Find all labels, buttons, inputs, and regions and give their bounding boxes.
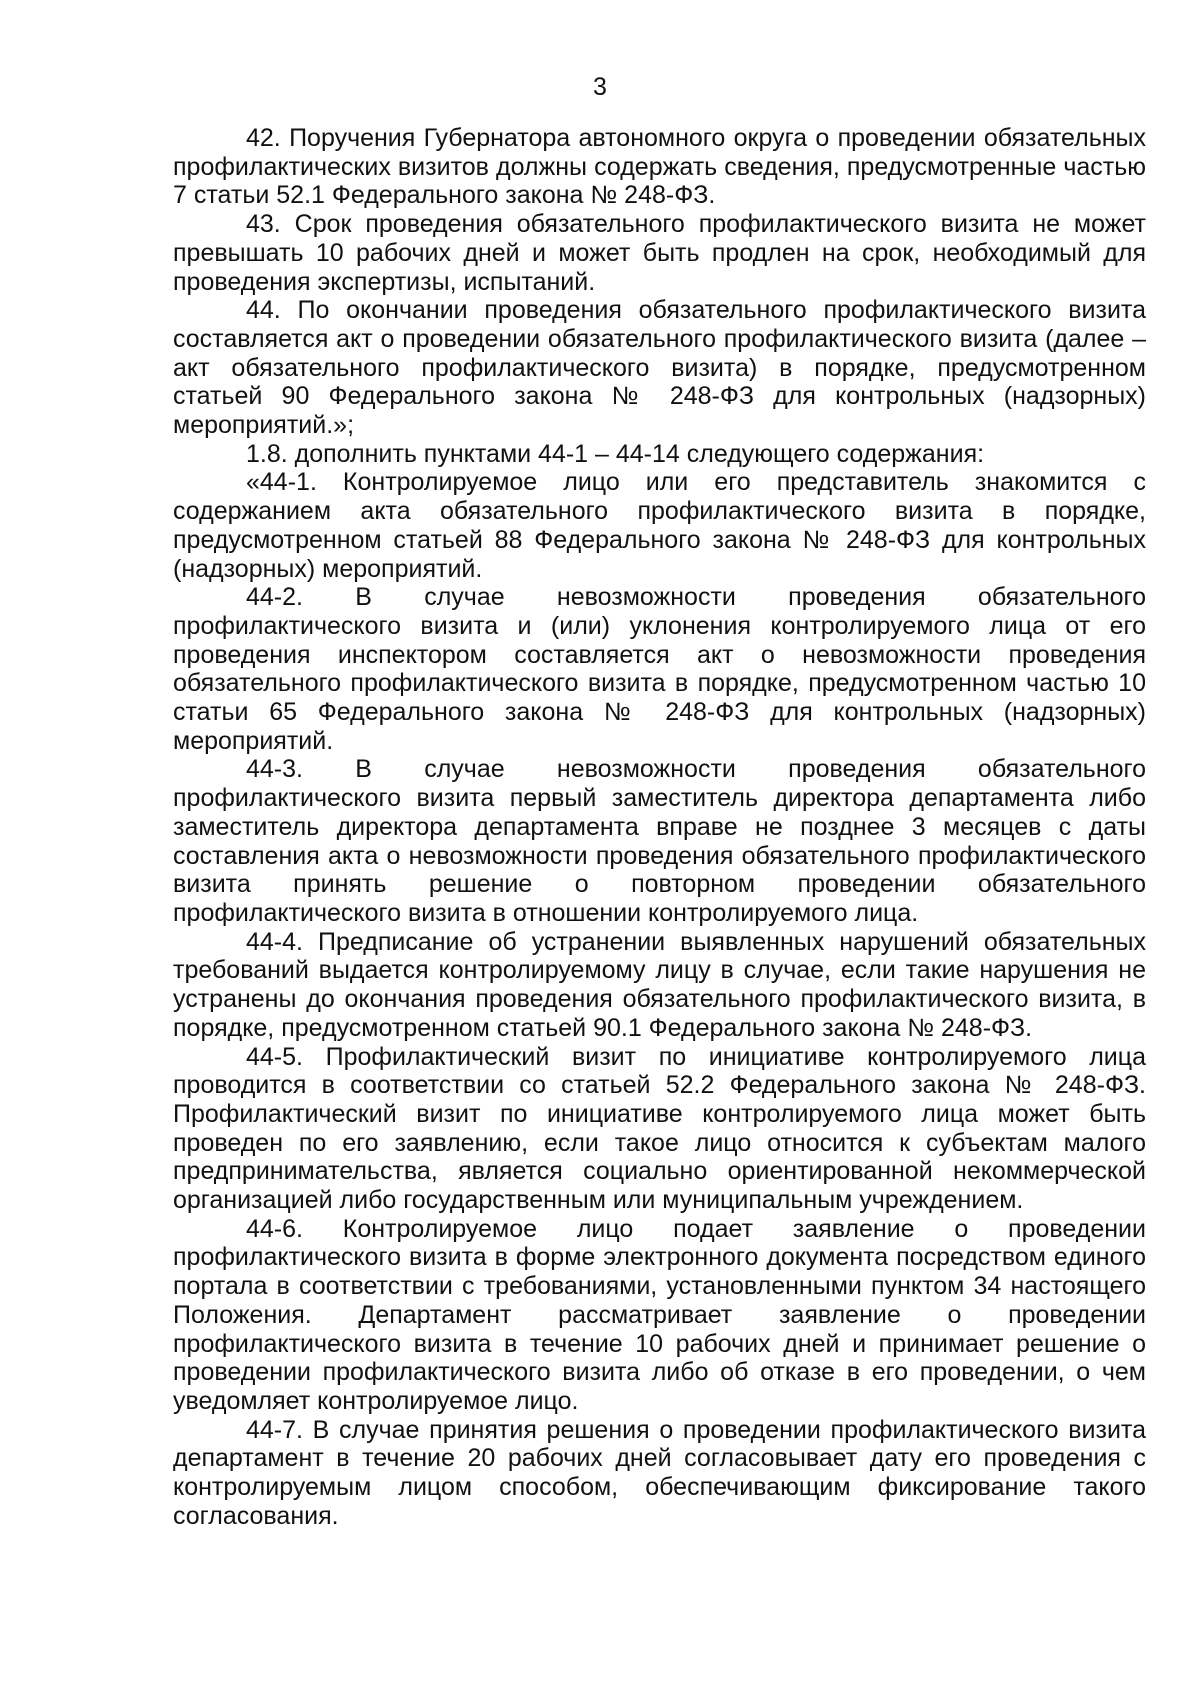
paragraph-42: 42. Поручения Губернатора автономного округа о проведении обязательных профилактических визитов должны содержать сведения, предусмотренные частью 7 статьи 52.1 Федерального закона № 248-ФЗ.: [173, 124, 1146, 210]
document-body: [173, 124, 1146, 1530]
paragraph-44-1: «44-1. Контролируемое лицо или его представитель знакомится с содержанием акта обязательного профилактического визита в порядке, предусмотренном статьей 88 Федерального закона № 248-ФЗ для контрольных (надзорных) мероприятий.: [173, 468, 1146, 583]
paragraph-44-5: 44-5. Профилактический визит по инициативе контролируемого лица проводится в соответствии со статьей 52.2 Федерального закона № 248-ФЗ. Профилактический визит по инициативе контролируемого лица может быть проведен по его заявлению, если такое лицо относится к субъектам малого предпринимательства, является социально ориентированной некоммерческой организацией либо государственным или муниципальным учреждением.: [173, 1042, 1146, 1215]
paragraph-44-4: 44-4. Предписание об устранении выявленных нарушений обязательных требований выдается контролируемому лицу в случае, если такие нарушения не устранены до окончания проведения обязательного профилактического визита, в порядке, предусмотренном статьей 90.1 Федерального закона № 248-ФЗ.: [173, 927, 1146, 1042]
page-number: 3: [593, 73, 607, 101]
paragraph-44-2: 44-2. В случае невозможности проведения обязательного профилактического визита и (или) уклонения контролируемого лица от его проведения инспектором составляется акт о невозможности проведения обязательного профилактического визита в порядке, предусмотренном частью 10 статьи 65 Федерального закона № 248-ФЗ для контрольных (надзорных) мероприятий.: [173, 583, 1146, 755]
paragraph-1-8: 1.8. дополнить пунктами 44-1 – 44-14 следующего содержания:: [246, 439, 985, 468]
paragraph-43: 43. Срок проведения обязательного профилактического визита не может превышать 10 рабочих дней и может быть продлен на срок, необходимый для проведения экспертизы, испытаний.: [173, 210, 1146, 296]
paragraph-44-3: 44-3. В случае невозможности проведения обязательного профилактического визита первый заместитель директора департамента либо заместитель директора департамента вправе не позднее 3 месяцев с даты составления акта о невозможности проведения обязательного профилактического визита принять решение о повторном проведении обязательного профилактического визита в отношении контролируемого лица.: [173, 755, 1146, 927]
paragraph-44: 44. По окончании проведения обязательного профилактического визита составляется акт о проведении обязательного профилактического визита (далее – акт обязательного профилактического визита) в порядке, предусмотренном статьей 90 Федерального закона № 248-ФЗ для контрольных (надзорных) мероприятий.»;: [173, 296, 1146, 440]
paragraph-44-6: 44-6. Контролируемое лицо подает заявление о проведении профилактического визита в форме электронного документа посредством единого портала в соответствии с требованиями, установленными пунктом 34 настоящего Положения. Департамент рассматривает заявление о проведении профилактического визита в течение 10 рабочих дней и принимает решение о проведении профилактического визита либо об отказе в его проведении, о чем уведомляет контролируемое лицо.: [173, 1214, 1146, 1415]
paragraph-44-7: 44-7. В случае принятия решения о проведении профилактического визита департамент в течение 20 рабочих дней согласовывает дату его проведения с контролируемым лицом способом, обеспечивающим фиксирование такого согласования.: [173, 1415, 1146, 1530]
